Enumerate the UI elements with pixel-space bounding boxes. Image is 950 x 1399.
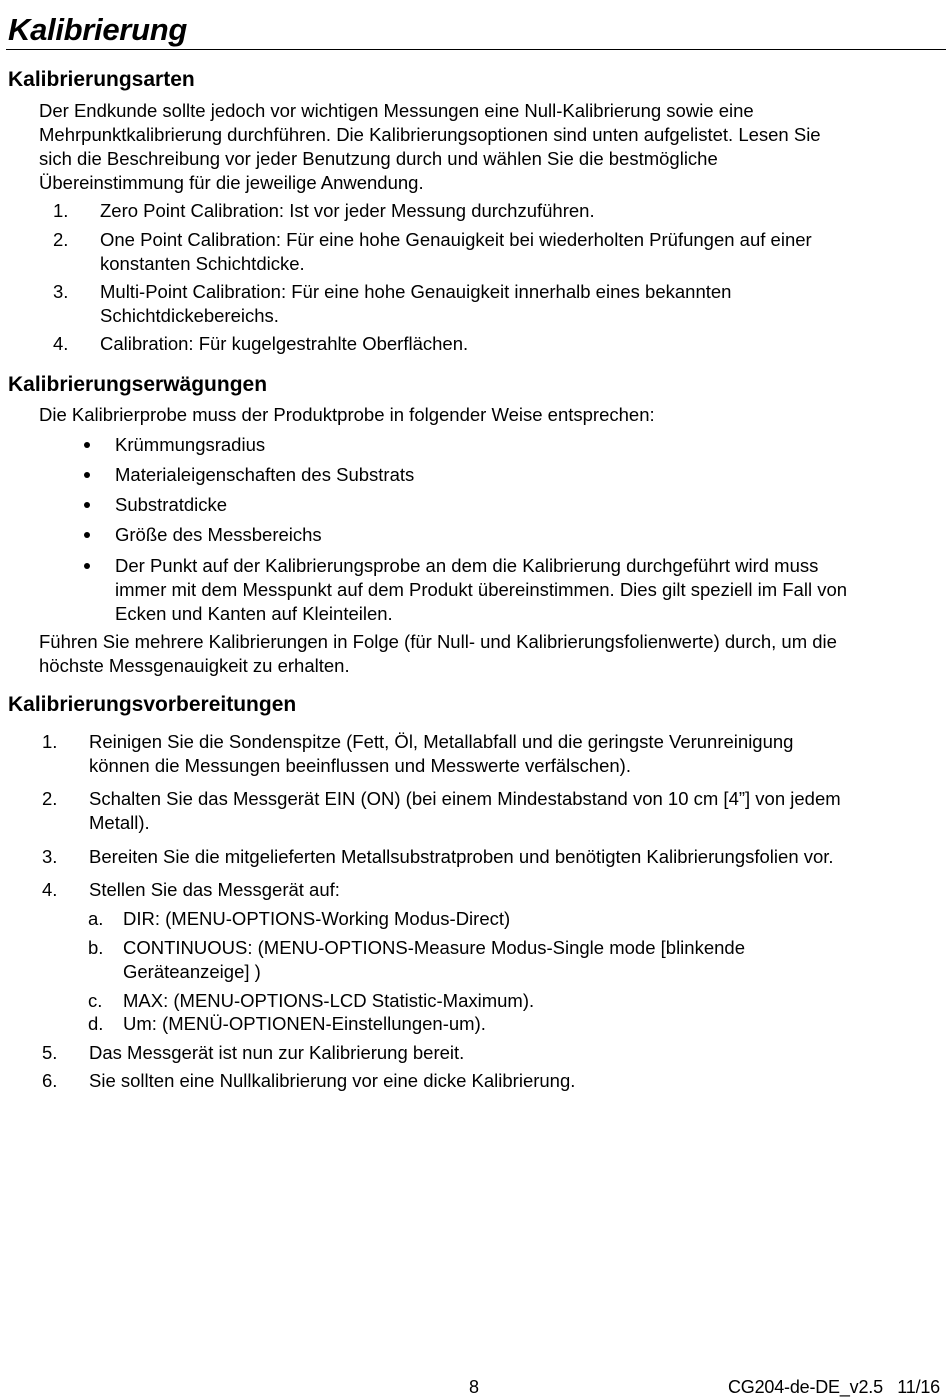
bullet-dot [84,472,90,478]
sub-list-text [123,1012,486,1036]
bullet-dot [84,532,90,538]
sub-list-text [123,936,745,984]
list-text-line: CONTINUOUS: (MENU-OPTIONS-Measure Modus-Single mode [blinkende [123,937,745,958]
list-text [89,730,793,778]
list-text [89,787,841,835]
list-text [89,1041,464,1065]
bullet-text-line: immer mit dem Messpunkt auf dem Produkt übereinstimmen. Dies gilt speziell im Fall von [115,579,848,600]
sub-list-letter: a. [88,908,104,929]
list-text-line: Zero Point Calibration: Ist vor jeder Messung durchzuführen. [100,200,595,221]
arten-intro [39,99,821,195]
bullet-text [115,463,414,487]
sub-list-letter: b. [88,937,104,958]
list-number: 6. [42,1070,58,1091]
sub-list-letter: c. [88,990,103,1011]
bullet-text [115,433,265,457]
sub-list-letter: d. [88,1013,104,1034]
list-text-line: Bereiten Sie die mitgelieferten Metallsubstratproben und benötigten Kalibrierungsfolien vor. [89,846,834,867]
bullet-text-line: Größe des Messbereichs [115,524,322,545]
page-number: 8 [469,1377,480,1397]
list-text-line: Multi-Point Calibration: Für eine hohe Genauigkeit innerhalb eines bekannten [100,281,732,302]
list-number: 5. [42,1042,58,1063]
list-text-line: Das Messgerät ist nun zur Kalibrierung bereit. [89,1042,465,1063]
bullet-text [115,554,847,626]
bullet-text [115,523,322,547]
list-text [100,332,468,356]
section-heading-arten: Kalibrierungsarten [8,68,195,91]
section-heading-erwaegungen: Kalibrierungserwägungen [8,373,268,396]
list-text-line: Stellen Sie das Messgerät auf: [89,879,340,900]
arten-intro-line: Übereinstimmung für die jeweilige Anwendung. [39,172,424,193]
arten-intro-line: Mehrpunktkalibrierung durchführen. Die Kalibrierungsoptionen sind unten aufgelistet. Lesen Sie [39,124,821,145]
list-number: 4. [53,333,69,354]
arten-intro-line: sich die Beschreibung vor jeder Benutzung durch und wählen Sie die bestmögliche [39,148,718,169]
list-text [89,878,340,902]
bullet-text [115,493,227,517]
list-number: 3. [53,281,69,302]
bullet-dot [84,563,90,569]
sub-list-text [123,989,534,1013]
bullet-text-line: Krümmungsradius [115,434,266,455]
list-text-line: DIR: (MENU-OPTIONS-Working Modus-Direct) [123,908,511,929]
list-text [100,228,812,276]
list-text-line: MAX: (MENU-OPTIONS-LCD Statistic-Maximum). [123,990,535,1011]
list-text-line: Calibration: Für kugelgestrahlte Oberflächen. [100,333,469,354]
list-text-line: Um: (MENÜ-OPTIONEN-Einstellungen-um). [123,1013,486,1034]
list-text-line: Sie sollten eine Nullkalibrierung vor eine dicke Kalibrierung. [89,1070,576,1091]
list-text-line: One Point Calibration: Für eine hohe Genauigkeit bei wiederholten Prüfungen auf einer [100,229,812,250]
list-text-line: Schichtdickebereichs. [100,305,279,326]
document-code: CG204-de-DE_v2.5 11/16 [728,1377,940,1397]
list-number: 4. [42,879,58,900]
list-text [100,199,595,223]
bullet-text-line: Der Punkt auf der Kalibrierungsprobe an dem die Kalibrierung durchgeführt wird muss [115,555,819,576]
list-number: 2. [42,788,58,809]
bullet-text-line: Ecken und Kanten auf Kleinteilen. [115,603,393,624]
list-text-line: Metall). [89,812,150,833]
erwaegungen-intro: Die Kalibrierprobe muss der Produktprobe in folgender Weise entsprechen: [39,404,655,425]
title-rule [6,49,946,50]
erwaegungen-outro [39,630,837,678]
list-text-line: Schalten Sie das Messgerät EIN (ON) (bei einem Mindestabstand von 10 cm [4”] von jedem [89,788,841,809]
list-text-line: können die Messungen beeinflussen und Messwerte verfälschen). [89,755,631,776]
bullet-text-line: Materialeigenschaften des Substrats [115,464,415,485]
list-text-line: konstanten Schichtdicke. [100,253,305,274]
list-number: 1. [42,731,58,752]
list-number: 3. [42,846,58,867]
list-text [89,845,834,869]
bullet-dot [84,502,90,508]
list-text [100,280,731,328]
list-number: 1. [53,200,69,221]
page-title: Kalibrierung [8,12,187,47]
arten-intro-line: Der Endkunde sollte jedoch vor wichtigen Messungen eine Null-Kalibrierung sowie eine [39,100,754,121]
list-text-line: Reinigen Sie die Sondenspitze (Fett, Öl, Metallabfall und die geringste Verunreinigung [89,731,794,752]
sub-list-text [123,907,510,931]
list-text [89,1069,575,1093]
bullet-dot [84,442,90,448]
section-heading-vorbereitungen: Kalibrierungsvorbereitungen [8,693,297,716]
list-text-line: Geräteanzeige] ) [123,961,261,982]
erwaegungen-outro-line: höchste Messgenauigkeit zu erhalten. [39,655,350,676]
list-number: 2. [53,229,69,250]
bullet-text-line: Substratdicke [115,494,228,515]
erwaegungen-outro-line: Führen Sie mehrere Kalibrierungen in Folge (für Null- und Kalibrierungsfolienwerte) durch, um die [39,631,837,652]
